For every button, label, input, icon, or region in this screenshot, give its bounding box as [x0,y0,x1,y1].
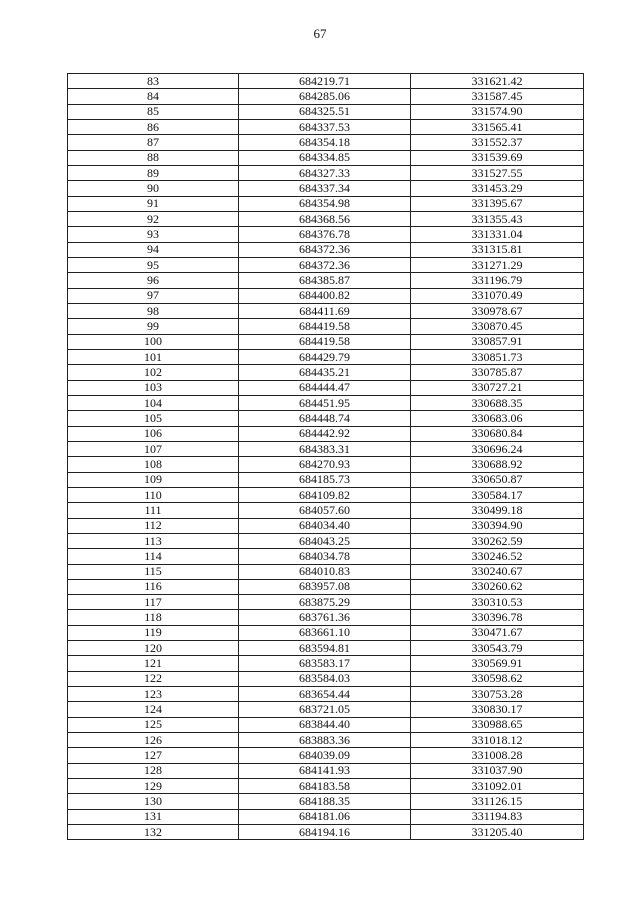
table-row [68,334,584,349]
x-coordinate-cell: 683721.05 [239,702,411,717]
point-number-cell: 115 [68,564,239,579]
table-row [68,196,584,211]
point-number-cell: 99 [68,319,239,334]
x-coordinate-cell: 684429.79 [239,349,411,364]
point-number-cell: 114 [68,549,239,564]
y-coordinate-cell: 331539.69 [411,150,584,165]
x-coordinate-cell: 684109.82 [239,487,411,502]
table-row [68,533,584,548]
x-coordinate-cell: 684185.73 [239,472,411,487]
table-row [68,564,584,579]
point-number-cell: 93 [68,227,239,242]
y-coordinate-cell: 330688.35 [411,395,584,410]
x-coordinate-cell: 683654.44 [239,687,411,702]
table-row [68,165,584,180]
x-coordinate-cell: 684183.58 [239,779,411,794]
x-coordinate-cell: 683594.81 [239,641,411,656]
point-number-cell: 121 [68,656,239,671]
coordinates-table [67,73,584,840]
y-coordinate-cell: 331008.28 [411,748,584,763]
y-coordinate-cell: 331315.81 [411,242,584,257]
table-row [68,549,584,564]
x-coordinate-cell: 684141.93 [239,763,411,778]
table-row [68,74,584,89]
y-coordinate-cell: 330870.45 [411,319,584,334]
x-coordinate-cell: 684181.06 [239,809,411,824]
y-coordinate-cell: 331126.15 [411,794,584,809]
y-coordinate-cell: 330499.18 [411,503,584,518]
table-row [68,518,584,533]
table-row [68,288,584,303]
table-row [68,625,584,640]
point-number-cell: 89 [68,165,239,180]
x-coordinate-cell: 684376.78 [239,227,411,242]
x-coordinate-cell: 684327.33 [239,165,411,180]
x-coordinate-cell: 683584.03 [239,671,411,686]
point-number-cell: 101 [68,349,239,364]
y-coordinate-cell: 331527.55 [411,165,584,180]
point-number-cell: 117 [68,595,239,610]
table-row [68,89,584,104]
x-coordinate-cell: 684411.69 [239,303,411,318]
y-coordinate-cell: 330246.52 [411,549,584,564]
table-row [68,702,584,717]
x-coordinate-cell: 684451.95 [239,395,411,410]
y-coordinate-cell: 330543.79 [411,641,584,656]
point-number-cell: 113 [68,533,239,548]
table-row [68,380,584,395]
table-row [68,748,584,763]
x-coordinate-cell: 684043.25 [239,533,411,548]
point-number-cell: 97 [68,288,239,303]
point-number-cell: 98 [68,303,239,318]
point-number-cell: 109 [68,472,239,487]
y-coordinate-cell: 330988.65 [411,717,584,732]
table-row [68,763,584,778]
point-number-cell: 111 [68,503,239,518]
y-coordinate-cell: 330240.67 [411,564,584,579]
y-coordinate-cell: 331018.12 [411,733,584,748]
x-coordinate-cell: 684039.09 [239,748,411,763]
y-coordinate-cell: 330584.17 [411,487,584,502]
x-coordinate-cell: 684444.47 [239,380,411,395]
table-row [68,242,584,257]
table-row [68,595,584,610]
y-coordinate-cell: 331092.01 [411,779,584,794]
y-coordinate-cell: 330680.84 [411,426,584,441]
y-coordinate-cell: 331205.40 [411,825,584,840]
point-number-cell: 129 [68,779,239,794]
point-number-cell: 124 [68,702,239,717]
table-row [68,472,584,487]
table-row [68,441,584,456]
point-number-cell: 91 [68,196,239,211]
y-coordinate-cell: 330471.67 [411,625,584,640]
x-coordinate-cell: 684400.82 [239,288,411,303]
x-coordinate-cell: 684419.58 [239,319,411,334]
point-number-cell: 126 [68,733,239,748]
y-coordinate-cell: 330978.67 [411,303,584,318]
x-coordinate-cell: 684194.16 [239,825,411,840]
y-coordinate-cell: 331621.42 [411,74,584,89]
table-row [68,181,584,196]
point-number-cell: 103 [68,380,239,395]
y-coordinate-cell: 330857.91 [411,334,584,349]
table-row [68,794,584,809]
point-number-cell: 95 [68,257,239,272]
point-number-cell: 116 [68,579,239,594]
point-number-cell: 88 [68,150,239,165]
point-number-cell: 132 [68,825,239,840]
y-coordinate-cell: 330830.17 [411,702,584,717]
x-coordinate-cell: 684270.93 [239,457,411,472]
table-row [68,119,584,134]
x-coordinate-cell: 683761.36 [239,610,411,625]
y-coordinate-cell: 331037.90 [411,763,584,778]
y-coordinate-cell: 331587.45 [411,89,584,104]
y-coordinate-cell: 330851.73 [411,349,584,364]
table-row [68,779,584,794]
y-coordinate-cell: 330569.91 [411,656,584,671]
y-coordinate-cell: 330683.06 [411,411,584,426]
point-number-cell: 130 [68,794,239,809]
x-coordinate-cell: 684442.92 [239,426,411,441]
x-coordinate-cell: 684354.18 [239,135,411,150]
x-coordinate-cell: 684337.34 [239,181,411,196]
table-row [68,395,584,410]
point-number-cell: 112 [68,518,239,533]
y-coordinate-cell: 330260.62 [411,579,584,594]
point-number-cell: 118 [68,610,239,625]
x-coordinate-cell: 684010.83 [239,564,411,579]
point-number-cell: 104 [68,395,239,410]
coordinates-table-body [68,74,584,840]
x-coordinate-cell: 684372.36 [239,242,411,257]
point-number-cell: 108 [68,457,239,472]
table-row [68,610,584,625]
point-number-cell: 86 [68,119,239,134]
x-coordinate-cell: 683883.36 [239,733,411,748]
table-row [68,426,584,441]
point-number-cell: 123 [68,687,239,702]
y-coordinate-cell: 331453.29 [411,181,584,196]
table-row [68,349,584,364]
point-number-cell: 120 [68,641,239,656]
table-row [68,104,584,119]
x-coordinate-cell: 684188.35 [239,794,411,809]
y-coordinate-cell: 330650.87 [411,472,584,487]
x-coordinate-cell: 684435.21 [239,365,411,380]
point-number-cell: 122 [68,671,239,686]
y-coordinate-cell: 330727.21 [411,380,584,395]
x-coordinate-cell: 684034.40 [239,518,411,533]
x-coordinate-cell: 684354.98 [239,196,411,211]
table-row [68,319,584,334]
table-row [68,656,584,671]
table-row [68,411,584,426]
x-coordinate-cell: 684419.58 [239,334,411,349]
table-row [68,671,584,686]
y-coordinate-cell: 330262.59 [411,533,584,548]
y-coordinate-cell: 331196.79 [411,273,584,288]
table-row [68,641,584,656]
point-number-cell: 100 [68,334,239,349]
table-row [68,733,584,748]
table-row [68,487,584,502]
point-number-cell: 90 [68,181,239,196]
x-coordinate-cell: 683875.29 [239,595,411,610]
point-number-cell: 131 [68,809,239,824]
y-coordinate-cell: 331355.43 [411,211,584,226]
y-coordinate-cell: 331271.29 [411,257,584,272]
x-coordinate-cell: 683957.08 [239,579,411,594]
table-row [68,227,584,242]
y-coordinate-cell: 331552.37 [411,135,584,150]
point-number-cell: 84 [68,89,239,104]
point-number-cell: 102 [68,365,239,380]
x-coordinate-cell: 684034.78 [239,549,411,564]
table-row [68,273,584,288]
table-row [68,809,584,824]
y-coordinate-cell: 330696.24 [411,441,584,456]
point-number-cell: 119 [68,625,239,640]
x-coordinate-cell: 684337.53 [239,119,411,134]
x-coordinate-cell: 684219.71 [239,74,411,89]
table-row [68,457,584,472]
x-coordinate-cell: 684285.06 [239,89,411,104]
y-coordinate-cell: 330785.87 [411,365,584,380]
x-coordinate-cell: 684325.51 [239,104,411,119]
page-number: 67 [313,26,327,41]
table-row [68,150,584,165]
table-row [68,365,584,380]
point-number-cell: 127 [68,748,239,763]
table-row [68,579,584,594]
x-coordinate-cell: 684385.87 [239,273,411,288]
y-coordinate-cell: 330394.90 [411,518,584,533]
y-coordinate-cell: 330753.28 [411,687,584,702]
y-coordinate-cell: 330598.62 [411,671,584,686]
y-coordinate-cell: 331565.41 [411,119,584,134]
table-row [68,211,584,226]
point-number-cell: 85 [68,104,239,119]
y-coordinate-cell: 330688.92 [411,457,584,472]
table-row [68,257,584,272]
table-row [68,717,584,732]
point-number-cell: 105 [68,411,239,426]
point-number-cell: 92 [68,211,239,226]
x-coordinate-cell: 684368.56 [239,211,411,226]
y-coordinate-cell: 330310.53 [411,595,584,610]
table-row [68,135,584,150]
x-coordinate-cell: 683583.17 [239,656,411,671]
x-coordinate-cell: 684057.60 [239,503,411,518]
y-coordinate-cell: 331070.49 [411,288,584,303]
table-row [68,303,584,318]
x-coordinate-cell: 684383.31 [239,441,411,456]
point-number-cell: 83 [68,74,239,89]
point-number-cell: 125 [68,717,239,732]
x-coordinate-cell: 683844.40 [239,717,411,732]
y-coordinate-cell: 331395.67 [411,196,584,211]
point-number-cell: 107 [68,441,239,456]
x-coordinate-cell: 684372.36 [239,257,411,272]
x-coordinate-cell: 684334.85 [239,150,411,165]
x-coordinate-cell: 684448.74 [239,411,411,426]
y-coordinate-cell: 330396.78 [411,610,584,625]
table-row [68,687,584,702]
point-number-cell: 128 [68,763,239,778]
y-coordinate-cell: 331331.04 [411,227,584,242]
y-coordinate-cell: 331574.90 [411,104,584,119]
point-number-cell: 110 [68,487,239,502]
x-coordinate-cell: 683661.10 [239,625,411,640]
table-row [68,825,584,840]
point-number-cell: 96 [68,273,239,288]
y-coordinate-cell: 331194.83 [411,809,584,824]
point-number-cell: 94 [68,242,239,257]
table-row [68,503,584,518]
point-number-cell: 106 [68,426,239,441]
point-number-cell: 87 [68,135,239,150]
